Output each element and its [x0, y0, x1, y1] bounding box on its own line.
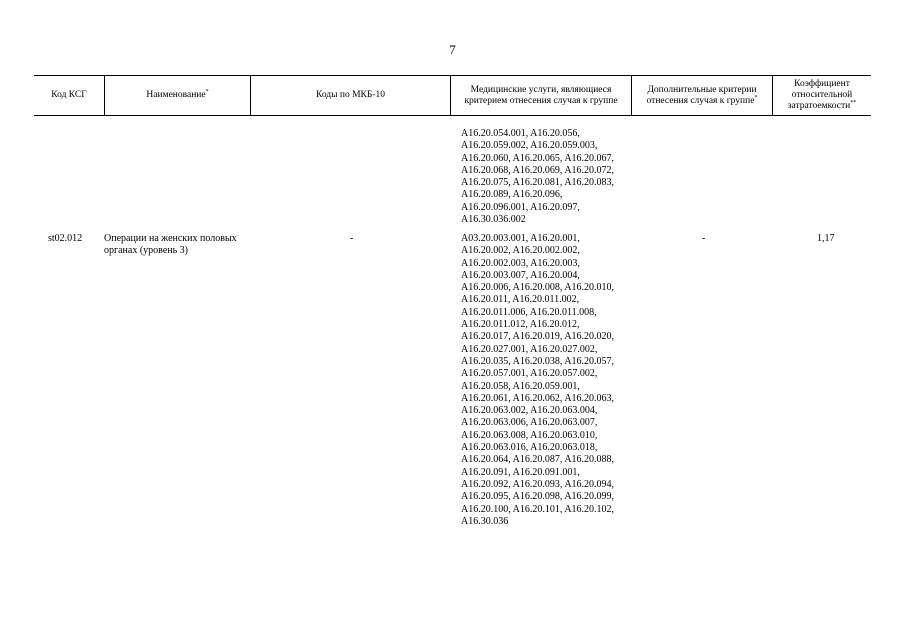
header-cell-criteria — [631, 76, 772, 115]
header-cell-coef — [772, 76, 871, 115]
row-services-cell: A03.20.003.001, A16.20.001, A16.20.002, A16.20.002.002, A16.20.002.003, A16.20.003, A16.20.003.007, A16.20.004, A16.20.006, A16.20.008, A16.20.010, A16.20.011, A16.20.011.002, A16.20.011.006, A16.20.011.008, A16.20.011.012, A16.20.012, A16.20.017, A16.20.019, A16.20.020, A16.20.027.001, A16.20.027.002, A16.20.035, A16.20.038, A16.20.057, A16.20.057.001, A16.20.057.002, A16.20.058, A16.20.059.001, A16.20.061, A16.20.062, A16.20.063, A16.20.063.002, A16.20.063.004, A16.20.063.006, A16.20.063.007, A16.20.063.008, A16.20.063.010, A16.20.063.016, A16.20.063.018, A16.20.064, A16.20.087, A16.20.088, A16.20.091, A16.20.091.001, A16.20.092, A16.20.093, A16.20.094, A16.20.095, A16.20.098, A16.20.099, A16.20.100, A16.20.101, A16.20.102, A16.30.036 — [461, 233, 615, 527]
header-cell-code — [34, 76, 104, 115]
header-mkb-label: Коды по МКБ-10 — [315, 90, 386, 100]
header-name-wrap — [142, 90, 212, 101]
row-coef-cell: 1,17 — [817, 233, 835, 244]
header-coef-footnote-mark: ** — [850, 99, 857, 106]
header-code-label: Код КСГ — [51, 90, 87, 100]
header-name-label: Наименование — [146, 90, 206, 100]
row-name-cell: Операции на женских половых органах (уровень 3) — [104, 233, 237, 257]
header-criteria-label: Дополнительные критерии отнесения случая к группе — [646, 84, 757, 106]
header-criteria-footnote-mark: * — [754, 94, 758, 101]
row-code-cell: st02.012 — [48, 233, 83, 244]
row-criteria-cell: - — [702, 233, 706, 244]
header-services-label: Медицинские услуги, являющиеся критерием отнесения случая к группе — [464, 84, 618, 106]
header-name-footnote-mark: * — [205, 88, 209, 95]
header-cell-name — [104, 76, 250, 115]
table-header — [34, 75, 871, 116]
row-mkb-cell: - — [350, 233, 354, 244]
header-cell-services — [450, 76, 631, 115]
page-number: 7 — [449, 42, 456, 57]
header-cell-mkb — [250, 76, 450, 115]
previous-row-services-cell: A16.20.054.001, A16.20.056, A16.20.059.002, A16.20.059.003, A16.20.060, A16.20.065, A16.20.067, A16.20.068, A16.20.069, A16.20.072, A16.20.075, A16.20.081, A16.20.083, A16.20.089, A16.20.096, A16.20.096.001, A16.20.097, A16.30.036.002 — [461, 128, 615, 226]
header-criteria-wrap — [632, 85, 772, 107]
ksg-table — [34, 75, 871, 527]
header-coef-wrap — [773, 79, 871, 112]
header-coef-label: Коэффициент относительной затратоемкости — [787, 79, 853, 111]
